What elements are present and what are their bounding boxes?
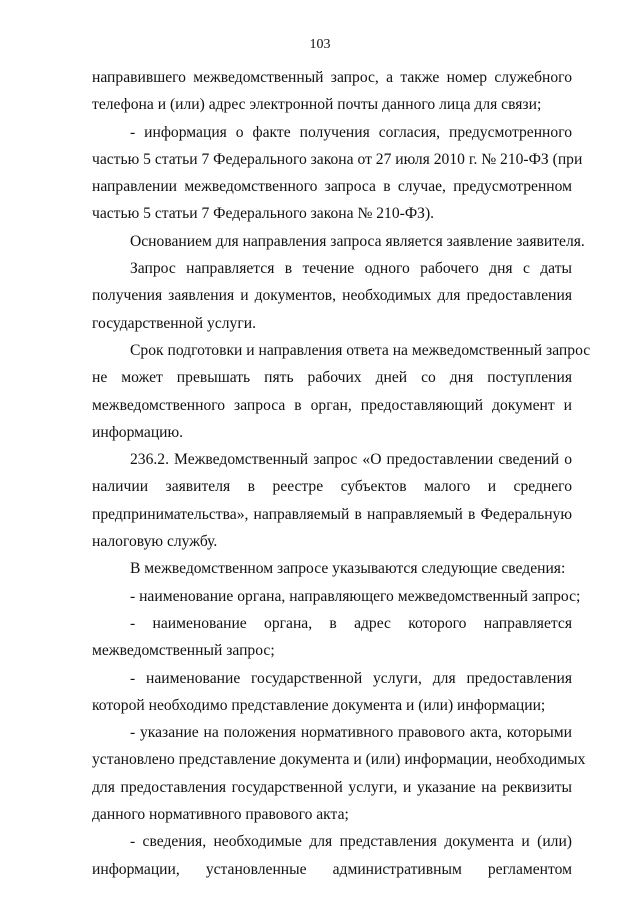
text-line: 236.2. Межведомственный запрос «О предоставлении сведений о <box>130 451 572 469</box>
text-line: - указание на положения нормативного правового акта, которыми <box>130 724 572 742</box>
paragraph <box>92 228 585 255</box>
text-line: Основанием для направления запроса является заявление заявителя. <box>130 232 585 250</box>
text-line: - сведения, необходимые для представления документа и (или) <box>130 833 572 851</box>
text-line: предпринимательства», направляемый в направляемый в Федеральную <box>92 505 572 523</box>
text-line: установлено представление документа и (или) информации, необходимых <box>92 751 586 769</box>
text-line: частью 5 статьи 7 Федерального закона от 27 июля 2010 г. № 210-ФЗ (при <box>92 150 583 168</box>
paragraph <box>92 255 572 337</box>
paragraph <box>92 719 586 828</box>
text-line: направившего межведомственный запрос, а также номер служебного <box>92 69 572 86</box>
text-line: информацию. <box>92 423 184 441</box>
text-line: данного нормативного правового акта; <box>92 806 349 824</box>
document-body <box>92 64 591 883</box>
paragraph <box>92 610 572 665</box>
text-line: В межведомственном запросе указываются следующие сведения: <box>130 560 566 578</box>
text-line: межведомственный запрос; <box>92 642 275 660</box>
text-line: не может превышать пять рабочих дней со дня поступления <box>92 369 572 387</box>
text-line: информации, установленные административным регламентом <box>92 860 572 878</box>
paragraph <box>92 119 583 228</box>
text-line: - наименование органа, в адрес которого направляется <box>130 614 572 632</box>
paragraph <box>92 555 572 582</box>
text-line: Срок подготовки и направления ответа на межведомственный запрос <box>130 341 591 359</box>
text-line: государственной услуги. <box>92 314 256 332</box>
text-line: наличии заявителя в реестре субъектов малого и среднего <box>92 478 572 496</box>
text-line: направлении межведомственного запроса в случае, предусмотренном <box>92 178 572 196</box>
paragraph <box>92 64 572 119</box>
paragraph <box>92 583 581 610</box>
text-line: - информация о факте получения согласия, предусмотренного <box>130 123 572 141</box>
text-line: - наименование государственной услуги, для предоставления <box>130 669 572 687</box>
text-line: Запрос направляется в течение одного рабочего дня с даты <box>130 260 572 278</box>
text-line: получения заявления и документов, необходимых для предоставления <box>92 287 572 305</box>
paragraph <box>92 337 591 446</box>
paragraph <box>92 828 572 883</box>
paragraph <box>92 665 572 720</box>
text-line: межведомственного запроса в орган, предоставляющий документ и <box>92 396 572 414</box>
text-line: для предоставления государственной услуги, и указание на реквизиты <box>92 778 572 796</box>
text-line: частью 5 статьи 7 Федерального закона № 210-ФЗ). <box>92 205 435 223</box>
text-line: телефона и (или) адрес электронной почты данного лица для связи; <box>92 96 542 114</box>
text-line: - наименование органа, направляющего межведомственный запрос; <box>130 587 581 605</box>
text-line: которой необходимо представление документа и (или) информации; <box>92 696 546 714</box>
paragraph <box>92 446 572 555</box>
text-line: налоговую службу. <box>92 533 218 551</box>
page-number: 103 <box>309 37 331 52</box>
